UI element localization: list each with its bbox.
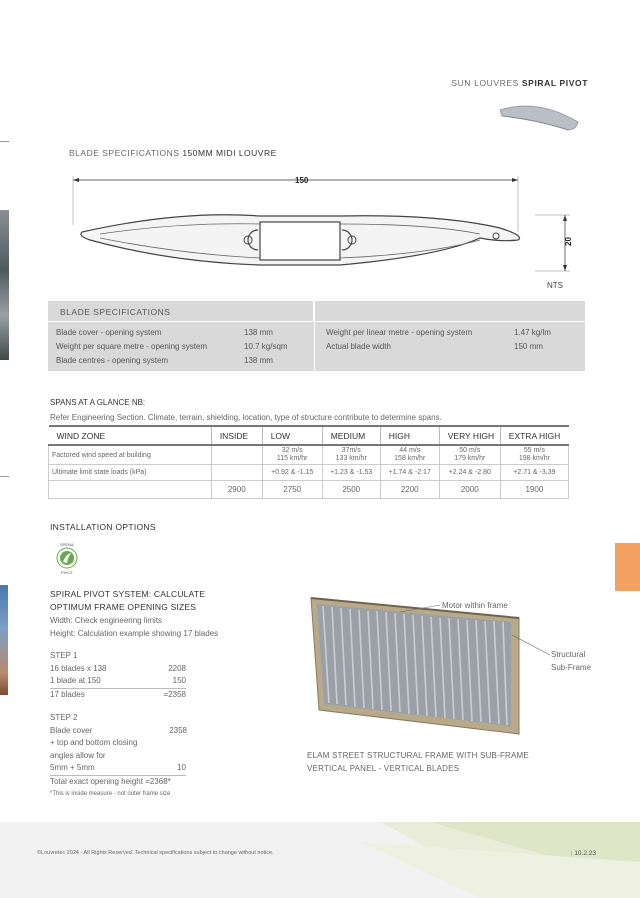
table-cell: [439, 445, 500, 465]
blade-profile-drawing: [60, 170, 580, 285]
calc-line: [50, 689, 186, 702]
calc-line-value: 2208: [168, 663, 186, 673]
col-inside: INSIDE: [211, 426, 262, 445]
height-note: Height: Calculation example showing 17 blades: [50, 628, 219, 638]
page-header: [451, 78, 588, 88]
spec-label: Actual blade width: [326, 342, 391, 351]
wind-kmh: 179 km/hr: [454, 455, 486, 462]
motor-label: Motor within frame: [442, 601, 508, 610]
table-cell: [211, 445, 262, 465]
spans-title: SPANS AT A GLANCE NB:: [50, 398, 146, 407]
wind-kmh: 158 km/hr: [394, 455, 426, 462]
scale-note: NTS: [547, 281, 563, 290]
table-cell: [500, 445, 568, 465]
load-cell: +2.24 & -2.80: [439, 465, 500, 481]
table-cell: [380, 445, 439, 465]
calc-line: [50, 725, 187, 738]
caption-line: ELAM STREET STRUCTURAL FRAME WITH SUB-FRAME: [307, 751, 529, 760]
spec-value: 10.7 kg/sqm: [244, 342, 288, 351]
calc-line-text: 5mm + 5mm: [50, 763, 95, 772]
calc-line-text: 1 blade at 150: [50, 676, 101, 685]
col-wind-zone: WIND ZONE: [49, 426, 212, 445]
edge-photo-strip-2: [0, 585, 8, 695]
loads-label: Ultimate limit state loads (kPa): [49, 465, 212, 481]
load-cell: +1.23 & -1.53: [322, 465, 380, 481]
step2-block: [50, 712, 187, 801]
wind-kmh: 133 km/hr: [335, 455, 367, 462]
span-cell: 1900: [500, 481, 568, 499]
edge-divider-line: [0, 476, 9, 477]
spec-label: [318, 354, 514, 368]
width-note: Width: Check engineering limits: [50, 616, 163, 625]
spans-header-row: [49, 426, 569, 445]
wind-kmh: 115 km/hr: [276, 455, 308, 462]
calc-line: [50, 762, 186, 776]
load-cell: +2.71 & -3.39: [500, 465, 568, 481]
spiral-pivot-badge: [50, 540, 84, 576]
badge-bottom-text: PIVOT: [60, 570, 74, 575]
frame-label-line: Structural: [551, 650, 586, 659]
col-high: HIGH: [380, 426, 439, 445]
table-cell: [49, 481, 212, 499]
span-cell: 2900: [211, 481, 262, 499]
blade-width-label: 150: [295, 176, 309, 185]
footnote: *This is inside measure - not outer frame size: [50, 791, 171, 797]
table-cell: [211, 465, 262, 481]
blade-spec-prefix: BLADE SPECIFICATIONS: [69, 148, 183, 158]
col-very-high: VERY HIGH: [439, 426, 500, 445]
calc-line-text: 16 blades x 138: [50, 663, 107, 673]
spec-value: 1.47 kg/lm: [514, 328, 551, 337]
wind-ms: 37m/s: [341, 447, 361, 454]
calc-title-line: SPIRAL PIVOT SYSTEM: CALCULATE: [50, 589, 206, 599]
span-cell: 2500: [322, 481, 380, 499]
wind-speed-row: [49, 445, 569, 465]
step2-label: STEP 2: [50, 713, 78, 722]
wind-speed-label: Factored wind speed at building: [49, 445, 212, 465]
spec-value: 150 mm: [514, 342, 543, 351]
load-cell: +0.92 & -1.15: [262, 465, 322, 481]
blade-spec-title: [69, 148, 277, 158]
spec-value: [514, 354, 585, 368]
photo-caption: [307, 749, 529, 775]
edge-photo-strip-1: [0, 210, 9, 360]
calc-line-value: =2358: [163, 689, 186, 699]
calc-title-line: OPTIMUM FRAME OPENING SIZES: [50, 602, 197, 612]
table-cell: [322, 445, 380, 465]
spec-value: 138 mm: [244, 356, 273, 365]
wind-ms: 55 m/s: [523, 447, 545, 454]
calc-line: [50, 675, 186, 689]
spec-value: 138 mm: [244, 328, 273, 337]
calc-line-value: 10: [177, 763, 186, 772]
badge-top-text: SPIRAL: [59, 542, 75, 547]
spec-label: Blade centres - opening system: [56, 356, 169, 365]
louvre-thumbnail: [498, 100, 580, 136]
col-extra-high: EXTRA HIGH: [500, 426, 568, 445]
calc-title: [50, 588, 205, 614]
calc-line-value: 2358: [169, 725, 187, 735]
calc-line-text: 17 blades: [50, 689, 85, 699]
span-cell: 2200: [380, 481, 439, 499]
footer-band: [0, 822, 640, 898]
span-cell: 2750: [262, 481, 322, 499]
table-cell: [262, 445, 322, 465]
wind-ms: 44 m/s: [399, 447, 421, 454]
closing-note: angles allow for: [50, 750, 106, 760]
step1-label: STEP 1: [50, 651, 78, 660]
spec-row: [48, 326, 585, 340]
col-low: LOW: [262, 426, 322, 445]
wind-ms: 50 m/s: [459, 447, 481, 454]
spec-table-divider: [314, 301, 315, 371]
spec-label: Weight per square metre - opening system: [56, 342, 208, 351]
wind-kmh: 198 km/hr: [518, 455, 550, 462]
header-prefix: SUN LOUVRES: [451, 78, 522, 88]
closing-note: + top and bottom closing: [50, 738, 138, 747]
col-medium: MEDIUM: [322, 426, 380, 445]
copyright: ©Louvretec 2024 - All Rights Reserved. Technical specifications subject to change without notice.: [37, 850, 274, 856]
spans-table: [48, 425, 569, 499]
spec-table-heading: BLADE SPECIFICATIONS: [48, 301, 314, 321]
total-line: Total exact opening height =2368*: [50, 776, 171, 786]
caption-line: VERTICAL PANEL - VERTICAL BLADES: [307, 764, 460, 773]
spec-label: Blade cover - opening system: [56, 328, 162, 337]
calc-line: [50, 663, 186, 676]
header-highlight: SPIRAL PIVOT: [521, 78, 588, 88]
span-cell: 2000: [439, 481, 500, 499]
calc-line-text: Blade cover: [50, 725, 93, 735]
footer-decoration: [0, 822, 640, 898]
frame-label: [551, 649, 591, 674]
spec-row: [48, 354, 585, 368]
spec-label: Weight per linear metre - opening system: [326, 328, 473, 337]
loads-row: [49, 465, 569, 481]
section-tab: [615, 543, 640, 591]
spec-row: [48, 340, 585, 354]
span-values-row: [49, 481, 569, 499]
calc-notes: [50, 615, 218, 640]
revision-date: | 10.2.23: [570, 850, 596, 857]
edge-divider-line: [0, 141, 9, 142]
blade-spec-table: [48, 301, 585, 371]
blade-spec-highlight: 150MM MIDI LOUVRE: [182, 148, 277, 158]
load-cell: +1.74 & -2.17: [380, 465, 439, 481]
wind-ms: 32 m/s: [281, 447, 303, 454]
spans-subtitle: Refer Engineering Section. Climate, terrain, shielding, location, type of structure contribute to determine spans.: [50, 413, 442, 422]
frame-label-line: Sub-Frame: [551, 662, 592, 672]
calc-line-value: 150: [172, 676, 186, 685]
installation-title: INSTALLATION OPTIONS: [50, 522, 156, 532]
step1-block: [50, 650, 186, 701]
blade-height-label: 20: [564, 237, 573, 246]
revision-date-value: 10.2.23: [574, 850, 596, 857]
